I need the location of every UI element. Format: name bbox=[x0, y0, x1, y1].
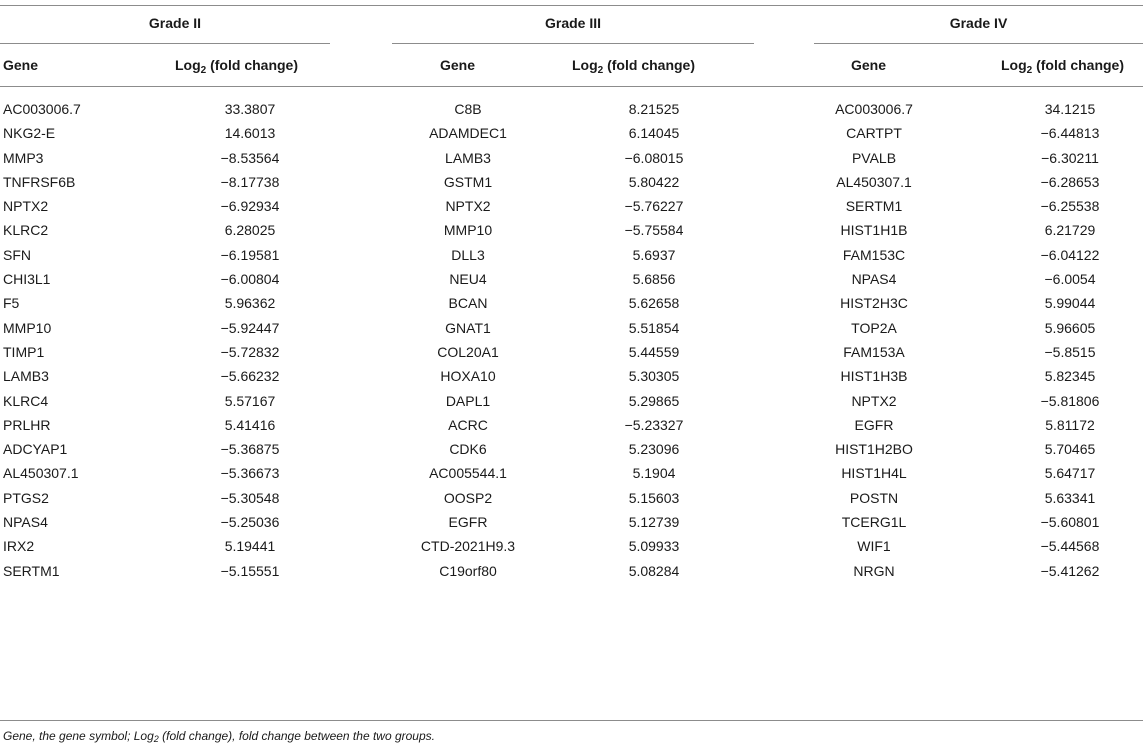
fold-change-cell: 8.21525 bbox=[628, 101, 680, 117]
gene-cell: POSTN bbox=[849, 489, 899, 506]
gene-cell: SFN bbox=[3, 246, 31, 263]
gene-cell: NPTX2 bbox=[3, 198, 49, 215]
grade-ii-rule bbox=[0, 43, 330, 44]
fold-change-cell: −5.30548 bbox=[220, 489, 280, 506]
gene-cell: NKG2-E bbox=[3, 125, 56, 142]
gene-cell: TOP2A bbox=[851, 319, 897, 336]
fold-change-cell: 6.21729 bbox=[1044, 222, 1096, 239]
fold-change-cell: 5.30305 bbox=[628, 368, 680, 385]
fold-header-ii: Log$_2$ (fold change) bbox=[175, 57, 298, 76]
fold-header-iii: Log$_2$ (fold change) bbox=[572, 57, 695, 76]
fold-change-cell: 5.19441 bbox=[224, 538, 276, 555]
fold-change-cell: 33.3807 bbox=[224, 101, 276, 117]
fold-change-cell: 5.23096 bbox=[628, 441, 680, 458]
fold-change-cell: −5.76227 bbox=[624, 198, 684, 215]
fold-change-cell: −6.00804 bbox=[220, 271, 280, 288]
fold-change-cell: −6.28653 bbox=[1040, 173, 1100, 190]
gene-cell: FAM153C bbox=[842, 246, 906, 263]
gene-cell: NEU4 bbox=[449, 271, 487, 288]
gene-cell: DLL3 bbox=[451, 246, 485, 263]
fold-change-cell: 5.63341 bbox=[1044, 489, 1096, 506]
gene-cell: NRGN bbox=[853, 562, 895, 579]
fold-change-cell: 6.28025 bbox=[224, 222, 276, 239]
fold-change-cell: 5.6937 bbox=[632, 246, 676, 263]
grade-ii-value-column bbox=[180, 101, 320, 587]
gene-cell: NPAS4 bbox=[851, 271, 897, 288]
gene-header-iv: Gene bbox=[851, 57, 887, 73]
fold-change-cell: −5.66232 bbox=[220, 368, 280, 385]
gene-cell: HIST1H3B bbox=[840, 368, 908, 385]
fold-change-cell: −6.30211 bbox=[1041, 149, 1099, 166]
fold-change-cell: 5.81172 bbox=[1045, 416, 1095, 433]
gene-cell: KLRC4 bbox=[3, 392, 49, 409]
fold-change-cell: 5.64717 bbox=[1044, 465, 1096, 482]
fold-change-cell: 5.62658 bbox=[628, 295, 680, 312]
gene-cell: NPTX2 bbox=[445, 198, 491, 215]
fold-change-cell: 5.08284 bbox=[628, 562, 680, 579]
bottom-rule bbox=[0, 720, 1143, 721]
fold-change-cell: −6.25538 bbox=[1040, 198, 1100, 215]
gene-cell: NPAS4 bbox=[3, 514, 48, 531]
fold-change-cell: −8.53564 bbox=[220, 149, 280, 166]
fold-change-cell: −6.04122 bbox=[1040, 246, 1100, 263]
grade-iii-value-column bbox=[576, 101, 732, 587]
fold-change-cell: −8.17738 bbox=[220, 173, 280, 190]
gene-cell: GSTM1 bbox=[443, 173, 493, 190]
grade-iv-gene-column bbox=[794, 101, 954, 587]
fold-change-cell: 5.96605 bbox=[1044, 319, 1096, 336]
top-rule bbox=[0, 5, 1143, 6]
gene-cell: LAMB3 bbox=[3, 368, 49, 385]
gene-cell: DAPL1 bbox=[445, 392, 491, 409]
fold-change-cell: −5.60801 bbox=[1040, 514, 1100, 531]
fold-change-cell: −6.0054 bbox=[1044, 271, 1096, 288]
fold-change-cell: 5.44559 bbox=[628, 343, 680, 360]
grade-iii-gene-column bbox=[388, 101, 548, 587]
fold-header-iv: Log$_2$ (fold change) bbox=[1001, 57, 1124, 76]
fold-change-cell: 5.29865 bbox=[628, 392, 680, 409]
gene-cell: CARTPT bbox=[846, 125, 902, 142]
fold-change-cell: −5.15551 bbox=[220, 562, 280, 579]
gene-cell: TCERG1L bbox=[841, 514, 907, 531]
gene-cell: AC003006.7 bbox=[3, 101, 81, 117]
table-footnote: Gene, the gene symbol; Log$_2$ (fold change), fold change between the two groups. bbox=[3, 729, 435, 744]
gene-cell: HIST2H3C bbox=[840, 295, 908, 312]
gene-cell: C8B bbox=[454, 101, 482, 117]
fold-change-cell: −5.81806 bbox=[1040, 392, 1100, 409]
header-rule bbox=[0, 86, 1143, 87]
gene-cell: HOXA10 bbox=[440, 368, 496, 385]
fold-change-cell: −6.92934 bbox=[220, 198, 280, 215]
grade-iii-title: Grade III bbox=[544, 15, 602, 31]
fold-change-cell: 5.1904 bbox=[632, 465, 676, 482]
gene-cell: F5 bbox=[3, 295, 20, 312]
gene-cell: ADCYAP1 bbox=[3, 441, 68, 458]
gene-cell: HIST1H2BO bbox=[835, 441, 913, 458]
gene-cell: CTD-2021H9.3 bbox=[420, 538, 516, 555]
fold-change-cell: 14.6013 bbox=[224, 125, 276, 142]
grade-iv-rule bbox=[814, 43, 1143, 44]
gene-cell: PTGS2 bbox=[3, 489, 49, 506]
fold-change-cell: −5.92447 bbox=[220, 319, 280, 336]
gene-cell: HIST1H4L bbox=[841, 465, 907, 482]
fold-change-cell: −5.75584 bbox=[624, 222, 684, 239]
fold-change-cell: −5.44568 bbox=[1040, 538, 1100, 555]
gene-cell: IRX2 bbox=[3, 538, 35, 555]
gene-cell: PVALB bbox=[851, 149, 897, 166]
fold-change-cell: −5.36673 bbox=[220, 465, 280, 482]
fold-change-cell: 5.12739 bbox=[628, 514, 680, 531]
gene-cell: MMP10 bbox=[443, 222, 493, 239]
gene-cell: LAMB3 bbox=[445, 149, 491, 166]
fold-change-cell: −6.44813 bbox=[1040, 125, 1100, 142]
fold-change-cell: 5.51854 bbox=[628, 319, 680, 336]
gene-cell: EGFR bbox=[448, 514, 488, 531]
fold-change-cell: −5.41262 bbox=[1040, 562, 1100, 579]
gene-cell: HIST1H1B bbox=[840, 222, 908, 239]
fold-change-cell: 5.82345 bbox=[1044, 368, 1096, 385]
fold-change-cell: 5.99044 bbox=[1044, 295, 1096, 312]
gene-cell: CDK6 bbox=[449, 441, 487, 458]
gene-cell: AL450307.1 bbox=[836, 173, 912, 190]
gene-cell: ACRC bbox=[448, 416, 488, 433]
gene-cell: MMP3 bbox=[3, 149, 44, 166]
fold-change-cell: 5.6856 bbox=[632, 271, 676, 288]
gene-cell: FAM153A bbox=[843, 343, 905, 360]
fold-change-cell: −6.08015 bbox=[624, 149, 684, 166]
gene-cell: KLRC2 bbox=[3, 222, 49, 239]
grade-ii-title: Grade II bbox=[148, 15, 202, 31]
fold-change-cell: −5.25036 bbox=[220, 514, 280, 531]
gene-cell: WIF1 bbox=[857, 538, 891, 555]
gene-cell: SERTM1 bbox=[845, 198, 903, 215]
gene-cell: TIMP1 bbox=[3, 343, 45, 360]
gene-header-ii: Gene bbox=[3, 57, 39, 73]
gene-cell: GNAT1 bbox=[445, 319, 491, 336]
gene-cell: C19orf80 bbox=[439, 562, 497, 579]
fold-change-cell: 5.15603 bbox=[628, 489, 680, 506]
grade-iii-rule bbox=[392, 43, 754, 44]
gene-cell: MMP10 bbox=[3, 319, 52, 336]
gene-cell: PRLHR bbox=[3, 416, 51, 433]
fold-change-cell: −5.23327 bbox=[624, 416, 684, 433]
fold-change-cell: 5.57167 bbox=[224, 392, 276, 409]
gene-cell: NPTX2 bbox=[851, 392, 897, 409]
fold-change-cell: 5.96362 bbox=[224, 295, 276, 312]
fold-change-cell: −5.36875 bbox=[220, 441, 280, 458]
gene-header-iii: Gene bbox=[440, 57, 476, 73]
gene-cell: BCAN bbox=[448, 295, 488, 312]
fold-change-cell: 5.41416 bbox=[224, 416, 276, 433]
fold-change-cell: −5.8515 bbox=[1044, 343, 1096, 360]
fold-change-cell: −6.19581 bbox=[220, 246, 280, 263]
gene-cell: EGFR bbox=[854, 416, 894, 433]
grade-iv-value-column bbox=[1000, 101, 1140, 587]
fold-change-cell: −5.72832 bbox=[220, 343, 280, 360]
gene-cell: AC003006.7 bbox=[835, 101, 913, 117]
gene-cell: OOSP2 bbox=[443, 489, 493, 506]
fold-change-cell: 5.80422 bbox=[628, 173, 680, 190]
grade-ii-gene-column bbox=[3, 101, 163, 587]
gene-cell: ADAMDEC1 bbox=[429, 125, 507, 142]
gene-cell: TNFRSF6B bbox=[3, 173, 76, 190]
gene-cell: SERTM1 bbox=[3, 562, 60, 579]
gene-cell: AC005544.1 bbox=[429, 465, 507, 482]
gene-cell: CHI3L1 bbox=[3, 271, 51, 288]
fold-change-cell: 34.1215 bbox=[1044, 101, 1096, 117]
fold-change-cell: 5.70465 bbox=[1044, 441, 1096, 458]
fold-change-cell: 5.09933 bbox=[628, 538, 680, 555]
fold-change-cell: 6.14045 bbox=[628, 125, 680, 142]
grade-iv-title: Grade IV bbox=[949, 15, 1008, 31]
gene-cell: AL450307.1 bbox=[3, 465, 79, 482]
gene-cell: COL20A1 bbox=[437, 343, 499, 360]
